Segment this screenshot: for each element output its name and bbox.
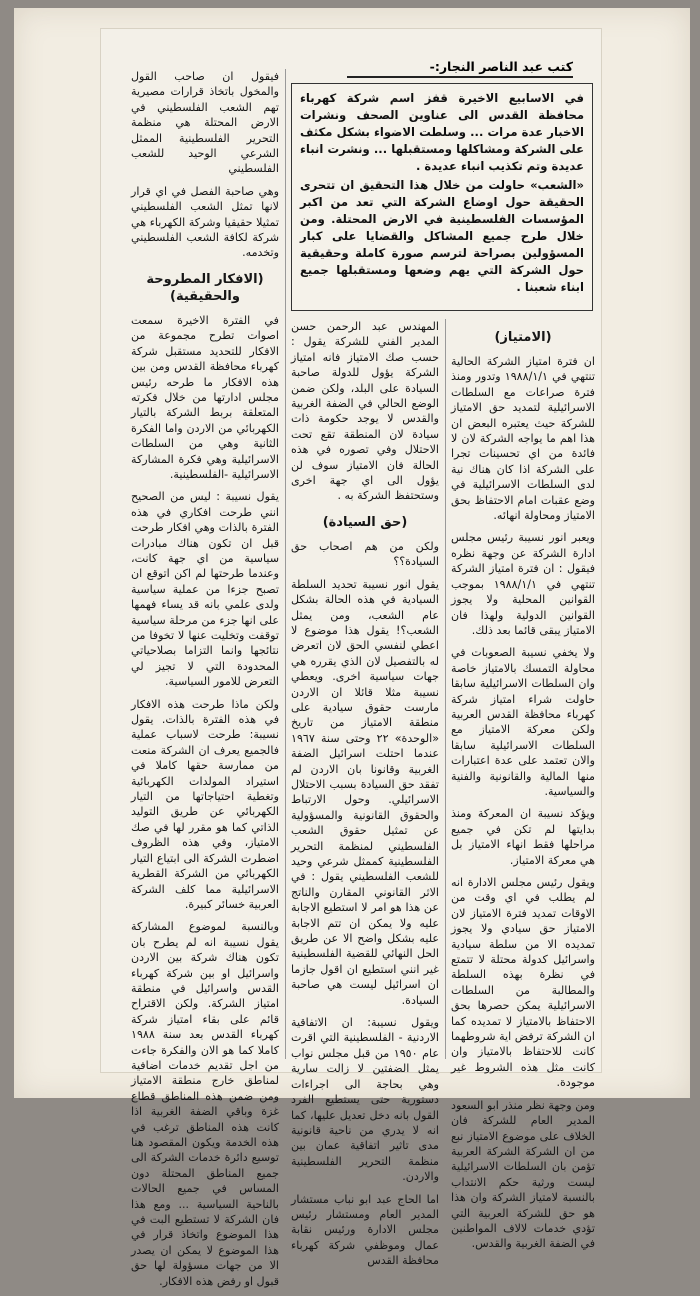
paragraph: ولكن من هم اصحاب حق السيادة؟؟	[291, 539, 439, 569]
paragraph: ويقول نسيبة: ان الاتفاقية الاردنية - الفلسطينية التي اقرت عام ١٩٥٠ من قبل مجلس نواب يمثل الضفتين لا زالت سارية وهي بحاجة الى اجراءات دستورية حتى يستطيع الفرد القول بانه دخل تعديل عليها، كما انه لا يدري من ناحية قانونية مدى تاثير اتفاقية عمان بين منظمة التحرير الفلسطينية والاردن.	[291, 1016, 439, 1184]
paragraph: ان فترة امتياز الشركة الحالية تنتهي في ١٩٨٨/١/١ وتدور ومنذ فترة صراعات مع السلطات الاسرائيلية لتمديد حق الامتياز للشركة حيث يعتبره البعض ان هذا اهم ما يواجه الشركة لان لا فائدة من اي تحسينات تجرا على الشركة اذا كان هناك نية لدى السلطات الاسرائيلية في وضع عقبات امام الاحتفاظ بحق الامتياز ومحاولة انهائه.	[451, 355, 595, 523]
paragraph: وهي صاحبة الفصل في اي قرار لانها تمثل الشعب الفلسطيني تمثيلا حقيقيا وشركة الكهرباء هي شركة لكافة الشعب الفلسطيني وتخدمه.	[131, 184, 279, 260]
intro-paragraph: «الشعب» حاولت من خلال هذا التحقيق ان تتحرى الحقيقة حول اوضاع الشركة التي تعد من اكبر المؤسسات الفلسطينية في الارض المحتلة. ومن خلال طرح جميع المشاكل والقضايا على كبار المسؤولين بصراحة لترسم صورة كاملة وحقيقية حول الشركة التي يهم وضعها ومستقبلها جميع ابناء شعبنا .	[300, 178, 584, 294]
newspaper-clipping	[100, 28, 602, 1288]
section-heading: (الافكار المطروحة والحقيقية)	[146, 271, 264, 304]
paragraph: ومن وجهة نظر منذر ابو السعود المدير العام للشركة فان الخلاف على موضوع الامتياز نبع من ان الشركة الشركة العربية تؤمن بان السلطات الاسرائيلية ليست ورثية حكم الانتداب بالنسبة لامتياز الشركة وان هذا هو حق للشركة العربية التي تؤدي خدمات لالاف المواطنين في الضفة الغربية والقدس.	[451, 1098, 595, 1251]
intro-paragraph: في الاسابيع الاخيرة قفز اسم شركة كهرباء محافظة القدس الى عناوين الصحف ونشرات الاخبار عدة مرات ... وسلطت الاضواء بشكل مكثف على الشركة ومشاكلها ومستقبلها ... ونشرت انباء عديدة وتم تكذيب انباء عديدة .	[300, 91, 584, 173]
section-heading: (حق السيادة)	[322, 514, 408, 530]
paragraph: وبالنسبة لموضوع المشاركة يقول نسيبة انه لم يطرح بان تكون هناك شركة بين الاردن واسرائيل او بين شركة كهرباء القدس واسرائيل في منطقة امتياز الشركة. ولكن الاقتراح قائم على بقاء امتياز شركة كهرباء القدس بعد سنة ١٩٨٨ كاملا كما هو الان والفكرة جاءت من اجل تقديم خدمات اضافية لمناطق خارج منطقة الامتياز ومن ضمن هذه المناطق قطاع غزة وباقي الضفة الغربية اذا كانت هذه المناطق ترغب في هذه الخدمة ويكون المقصود هنا توسيع دائرة خدمات الشركة الى جميع المناطق المحتلة دون المساس في جميع الحالات بالناحية السياسية ... ومع هذا فان الشركة لا تستطيع البت في هذا الموضوع واتخاذ قرار في هذا الموضوع لا يمكن ان يصدر الا من جهات مسؤولة لها حق قبول او رفض هذه الافكار.	[131, 920, 279, 1288]
section-heading: (الامتياز)	[494, 330, 552, 345]
intro-box	[291, 83, 593, 311]
paragraph: يقول انور نسيبة تحديد السلطة السيادية في هذه الحالة بشكل عام الشعب، ومن يمثل الشعب؟! يقول هذا موضوع لا اعطي لنفسي الحق لان اتعرض له بالتفصيل لان الذي يقرره هي جهات سياسية اخرى. ويعطي نسيبة مثلا قائلا ان الاردن مارست حقوق سيادية على منطقة الامتياز من تاريخ «الوحدة» ٢٢ وحتى سنة ١٩٦٧ عندما احتلت اسرائيل الضفة الغربية وقانونا بان الاردن لم تفقد حق السيادة بسبب الاحتلال الاسرائيلي. وحول الارتباط والحقوق القانونية والمسؤولية عن تمثيل حقوق الشعب الفلسطيني لمنظمة التحرير الفلسطينية كممثل شرعي وحيد للشعب الفلسطيني يقول : في الاثر القانوني المقارن والناتج عن هذا هو امر لا استطيع الاجابة عليه ولا يمكن ان تتم الاجابة عليه بشكل واضح الا عن طريق الحل النهائي للقضية الفلسطينية غير انني استطيع ان اقول جازما ان اسرائيل ليست هي صاحبة السيادة.	[291, 577, 439, 1007]
paragraph: يقول نسيبة : ليس من الصحيح انني طرحت افكاري في هذه الفترة بالذات وهي افكار طرحت قبل ان تكون هناك مبادرات سياسية من اي جهة كانت، وعندما طرحتها لم اكن اتوقع ان تصبح جزءا من عملية سياسية ولدى علمي بانه قد يساء فهمها على انها جزء من مرحلة سياسية توقفت وتخليت عنها لا تخوفا من نتائجها وانما التزاما بصلاحياتي المحدودة التي لا تجيز لي التعرض للامور السياسية.	[131, 490, 279, 689]
article-byline: كتب عبد الناصر النجار:-	[347, 59, 573, 78]
paragraph: ويعبر انور نسيبة رئيس مجلس ادارة الشركة عن وجهة نظره فيقول : ان فترة امتياز الشركة تنتهي في ١٩٨٨/١/١ بموجب القوانين المحلية ولا يجوز القوانين الدولية ولهذا فان الامتياز يبقى قائما بعد ذلك.	[451, 531, 596, 637]
column-divider	[285, 69, 286, 1059]
paragraph: ويقول رئيس مجلس الادارة انه لم يطلب في اي وقت من الاوقات تمديد فترة الامتياز لان الامتياز حق سيادي ولا يجوز تمديده الا من سلطة سيادية واسرائيل كدولة محتلة لا تتمتع في نظرة بهذه السلطة والمطالبة من السلطات الاسرائيلية يمكن حصرها بحق الاحتفاظ بالامتياز لا تمديده كما ان الشركة ترفض اية شروطهما كانت للاحتفاظ بالامتياز وان كانت مثل هذه الشروط غير موجودة.	[451, 876, 595, 1090]
paragraph: ويؤكد نسيبة ان المعركة ومنذ بدايتها لم تكن في جميع مراحلها فقط انهاء الامتياز بل هي معركة الامتياز.	[451, 807, 595, 867]
paragraph: ولكن ماذا طرحت هذه الافكار في هذه الفترة بالذات. يقول نسيبة: طرحت لاسباب عملية فالجميع يعرف ان الشركة منعت من ممارسة حقها كاملا في استيراد المولدات الكهربائية وتغطية احتياجاتها من التيار الكهربائي عن طريق التوليد الذاتي كما هو مقرر لها في صك الامتياز، وفي هذه الظروف اضطرت الشركة الى ابتياع التيار الكهربائي من الشركة القطرية الاسرائيلية مما كلف الشركة العربية خسائر كبيرة.	[131, 697, 279, 911]
paragraph: اما الحاج عبد ابو نباب مستشار المدير العام ومستشار رئيس مجلس الادارة ورئيس نقابة عمال وموظفي شركة كهرباء محافظة القدس	[291, 1192, 439, 1268]
paragraph: المهندس عبد الرحمن حسن المدير الفني للشركة يقول : حسب صك الامتياز فانه امتياز الشركة يؤول للدولة صاحبة السيادة على البلد، ولكن ضمن الوضع الحالي في الضفة الغربية والقدس لا يوجد حكومة ذات سيادة لان المنطقة تقع تحت الاحتلال وفي تصوره في هذه الحالة فان الامتياز سوف لن يؤول الى اي جهة اخرى وستحتفظ الشركة به .	[291, 320, 439, 503]
column-left	[131, 69, 279, 1296]
column-middle	[291, 319, 439, 1276]
column-right	[451, 319, 595, 1259]
column-divider	[445, 319, 446, 1059]
paragraph: ولا يخفي نسيبة الصعوبات في محاولة التمسك بالامتياز خاصة وان السلطات الاسرائيلية سابقا حاولت شراء امتياز شركة كهرباء محافظة القدس العربية ولكن معركة الامتياز مع السلطات الاسرائيلية سابقا والان تعتمد على عدة اعتبارات منها المالية والقانونية والفنية والسياسية.	[451, 646, 595, 798]
paragraph: فيقول ان صاحب القول والمخول باتخاذ قرارات مصيرية تهم الشعب الفلسطيني في الارض المحتلة هي منظمة التحرير الفلسطينية الممثل الشرعي الوحيد للشعب الفلسطيني	[131, 70, 279, 176]
paragraph: في الفترة الاخيرة سمعت اصوات تطرح مجموعة من الافكار للتحديد مستقبل شركة كهرباء محافظة القدس ومن بين هذه الافكار ما طرحه رئيس مجلس ادارتها من خلال فكرته المتعلقة بربط الشركة بالتيار الكهربائي من الاردن واما الفكرة الثانية وهي من السلطات الاسرائيلية وهي فكرة المشاركة الاسرائيلية -الفلسطينية.	[131, 313, 279, 481]
